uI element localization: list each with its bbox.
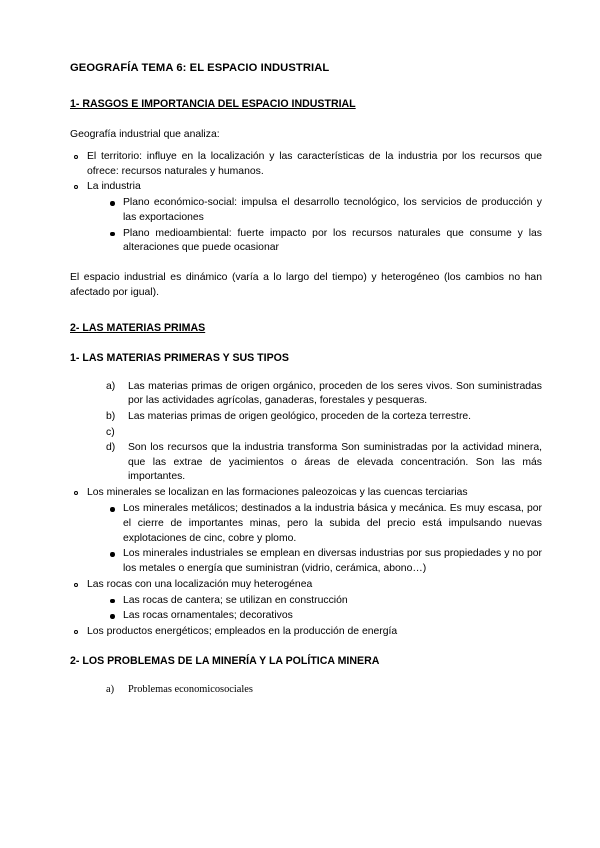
section-heading-1: 1- RASGOS E IMPORTANCIA DEL ESPACIO INDUSTRIAL [70,98,356,110]
section-1-disc-list [70,196,542,256]
section-1-circle-list [70,150,542,195]
list-item: Las rocas ornamentales; decorativos [106,609,542,624]
spacer [70,257,542,271]
section-2-group-1-lead [70,486,542,501]
list-item: Plano económico-social: impulsa el desarrollo tecnológico, los servicios de producción y las exportaciones [106,196,542,226]
section-heading-2: 2- LAS MATERIAS PRIMAS [70,321,206,334]
list-item: Plano medioambiental: fuerte impacto por los recursos naturales que consume y las alteraciones que puede ocasionar [106,227,542,257]
section-2-alpha-list-2 [70,683,542,698]
section-2-group-2-items [70,594,542,625]
list-item: Son los recursos que la industria transforma Son suministradas por la actividad minera, que las extrae de yacimientos o áreas de elevada concentración. Son las más importantes. [128,441,542,483]
section-2-group-1-items [70,502,542,577]
list-item: Las materias primas de origen geológico, proceden de la corteza terrestre. [128,411,472,423]
list-item: Los productos energéticos; empleados en la producción de energía [70,625,542,640]
section-2-subheading-2: 2- LOS PROBLEMAS DE LA MINERÍA Y LA POLÍTICA MINERA [70,654,380,667]
section-2-subheading-1: 1- LAS MATERIAS PRIMERAS Y SUS TIPOS [70,351,289,364]
spacer [70,315,542,322]
spacer [70,641,542,655]
list-item: La industria [70,180,542,195]
section-1-intro: Geografía industrial que analiza: [70,129,220,140]
list-item: Las rocas de cantera; se utilizan en construcción [106,594,542,609]
section-2-group-2-lead [70,578,542,593]
section-2-alpha-list [70,380,542,486]
list-item: Los minerales industriales se emplean en diversas industrias por sus propiedades y no por los metales o energía que suministran (vidrio, cerámica, abono…) [106,547,542,577]
section-2-group-3-lead [70,625,542,640]
list-item: Las rocas con una localización muy heterogénea [70,578,542,593]
list-item: Los minerales se localizan en las formaciones paleozoicas y las cuencas terciarias [70,486,542,501]
list-item [106,426,542,440]
list-item: Los minerales metálicos; destinados a la industria básica y mecánica. Es muy escasa, por el cierre de importantes minas, pero la subida del precio está impulsando nuevas explotaciones de cinc, cobre y plomo. [106,502,542,546]
list-item: El territorio: influye en la localización y las características de la industria por los recursos que ofrece: recursos naturales y humanos. [70,150,542,180]
list-item: Problemas economicosociales [128,683,253,695]
page-title: GEOGRAFÍA TEMA 6: EL ESPACIO INDUSTRIAL [70,62,330,74]
list-item: Las materias primas de origen orgánico, proceden de los seres vivos. Son suministradas por las actividades agrícolas, ganaderas, forestales y pesqueras. [128,380,542,407]
section-1-closing: El espacio industrial es dinámico (varía a lo largo del tiempo) y heterogéneo (los cambios no han afectado por igual). [70,272,542,298]
